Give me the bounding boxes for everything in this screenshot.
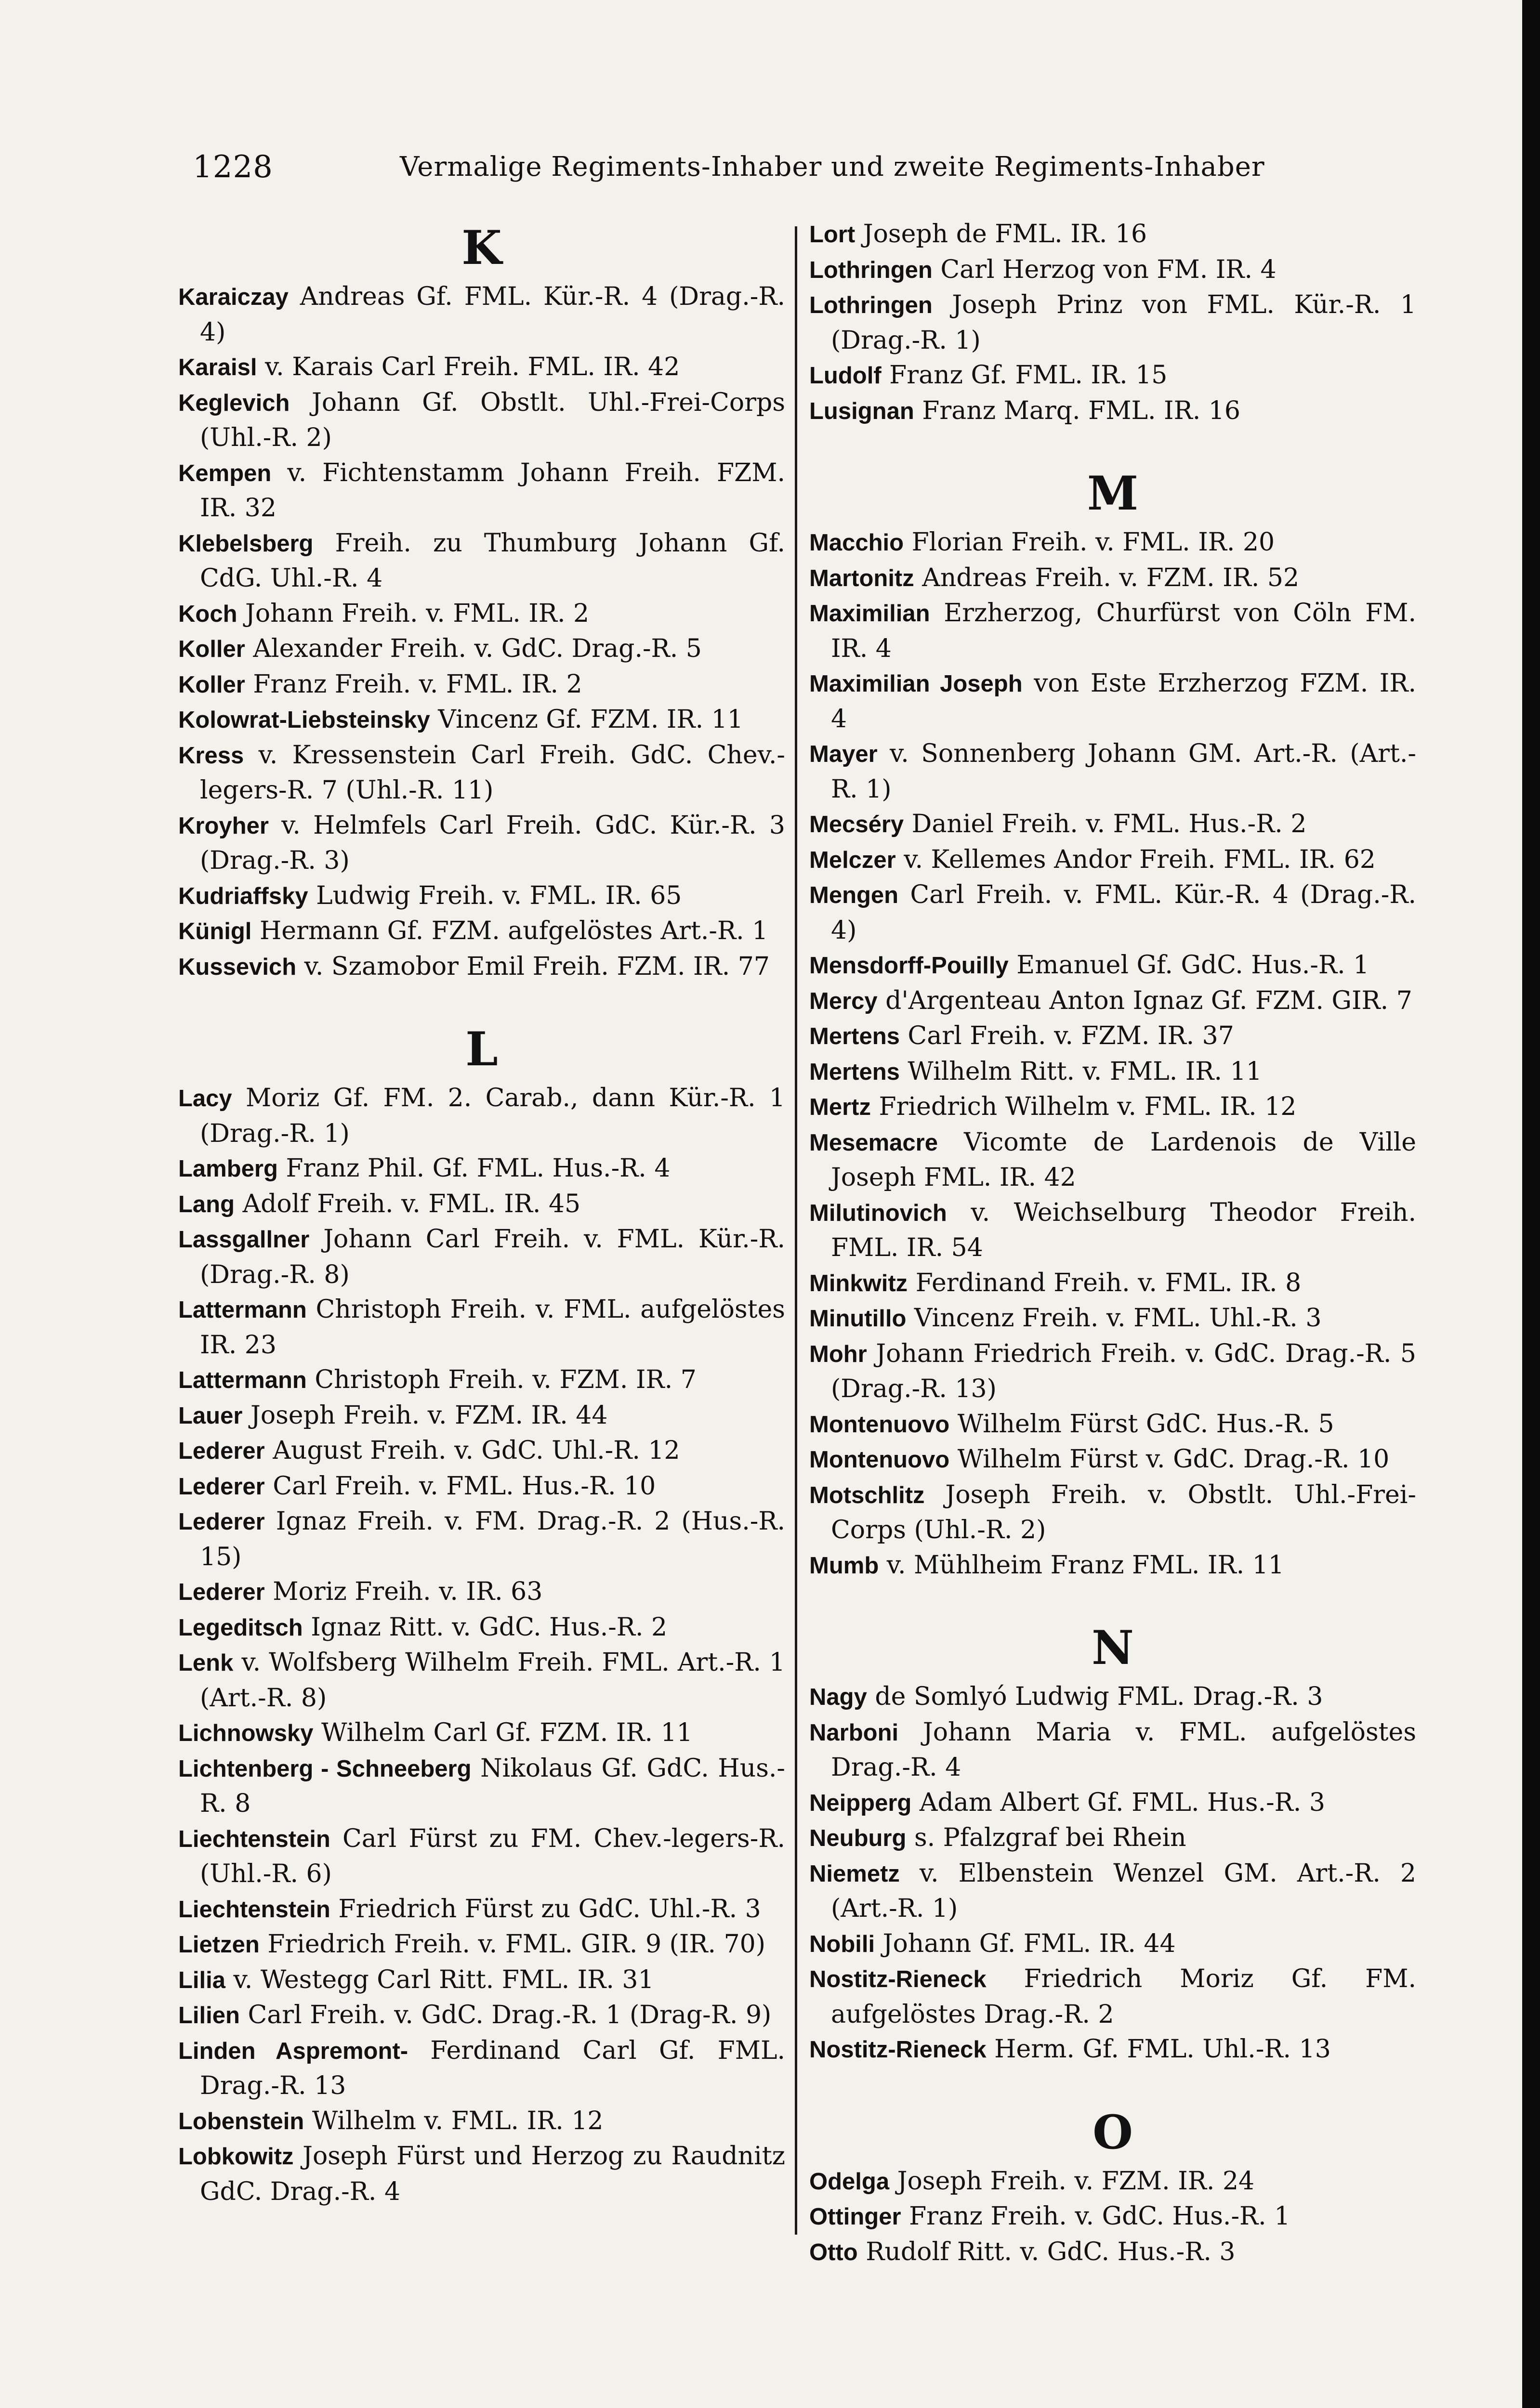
index-entry [178, 808, 785, 878]
index-entry [809, 596, 1416, 666]
entry-details: Adolf Freih. v. FML. IR. 45 [235, 1189, 581, 1218]
entry-details: v. Kressenstein Carl Freih. GdC. Chev.-legers-R. 7 (Uhl.-R. 11) [200, 740, 785, 805]
entry-details: Joseph Freih. v. FZM. IR. 24 [889, 2166, 1255, 2196]
running-title: Vermalige Regiments-Inhaber und zweite Regiments-Inhaber [400, 151, 1265, 183]
entry-surname: Karaisl [178, 354, 257, 380]
entry-details: August Freih. v. GdC. Uhl.-R. 12 [264, 1436, 680, 1465]
entry-details: Hermann Gf. FZM. aufgelöstes Art.-R. 1 [251, 916, 768, 945]
index-entry [178, 1398, 785, 1434]
index-entry [178, 914, 785, 949]
index-entry [178, 1222, 785, 1292]
entry-surname: Mengen [809, 882, 899, 908]
index-entry [809, 842, 1416, 878]
entry-details: v. Karais Carl Freih. FML. IR. 42 [257, 353, 680, 381]
entry-details: Ignaz Freih. v. FM. Drag.-R. 2 (Hus.-R. 15) [200, 1507, 785, 1571]
entry-details: v. Szamobor Emil Freih. FZM. IR. 77 [296, 952, 770, 981]
entry-details: Joseph de FML. IR. 16 [855, 220, 1147, 249]
index-entry [809, 1856, 1416, 1926]
entry-surname: Ludolf [809, 363, 882, 389]
index-entry [178, 738, 785, 808]
entry-details: d'Argenteau Anton Ignaz Gf. FZM. GIR. 7 [877, 986, 1412, 1015]
entry-surname: Liechtenstein [178, 1826, 330, 1852]
entry-surname: Mensdorff-Pouilly [809, 953, 1009, 979]
entry-surname: Minkwitz [809, 1270, 908, 1296]
entry-surname: Niemetz [809, 1860, 900, 1887]
index-entry [809, 948, 1416, 983]
entry-details: v. Weichselburg Theodor Freih. FML. IR. 54 [831, 1198, 1416, 1262]
entry-details: Johann Maria v. FML. aufgelöstes Drag.-R. 4 [831, 1717, 1416, 1782]
entry-surname: Macchio [809, 530, 904, 556]
index-entry [809, 1442, 1416, 1478]
left-column [178, 217, 785, 2209]
index-entry [178, 1927, 785, 1963]
page-number: 1228 [193, 149, 273, 185]
entry-details: v. Fichtenstamm Johann Freih. FZM. IR. 32 [200, 458, 785, 523]
index-entry [809, 358, 1416, 393]
entry-surname: Milutinovich [809, 1200, 947, 1226]
entry-surname: Kolowrat-Liebsteinsky [178, 707, 430, 733]
index-entry [178, 350, 785, 385]
index-entry [178, 1751, 785, 1821]
entry-surname: Mecséry [809, 811, 904, 838]
entry-surname: Lattermann [178, 1297, 307, 1323]
entry-details: Moriz Freih. v. IR. 63 [264, 1577, 543, 1606]
index-entry [809, 2164, 1416, 2199]
index-entry [809, 1407, 1416, 1442]
entry-details: v. Wolfsberg Wilhelm Freih. FML. Art.-R. 1 (Art.-R. 8) [200, 1648, 785, 1713]
entry-surname: Koller [178, 636, 245, 662]
entry-details: Christoph Freih. v. FML. aufgelöstes IR. 23 [200, 1295, 785, 1360]
entry-details: Erzherzog, Churfürst von Cöln FM. IR. 4 [831, 599, 1416, 663]
entry-surname: Koch [178, 601, 237, 627]
entry-details: Florian Freih. v. FML. IR. 20 [904, 528, 1275, 557]
entry-surname: Nostitz-Rieneck [809, 1966, 987, 1992]
entry-details: Andreas Freih. v. FZM. IR. 52 [914, 563, 1300, 592]
entry-surname: Keglevich [178, 390, 290, 416]
index-entry [178, 1151, 785, 1187]
index-entry [178, 1715, 785, 1751]
entry-surname: Nagy [809, 1684, 867, 1710]
index-entry [809, 1548, 1416, 1584]
entry-details: Franz Freih. v. GdC. Hus.-R. 1 [901, 2202, 1290, 2231]
entry-details: Joseph Fürst und Herzog zu Raudnitz GdC. Drag.-R. 4 [200, 2142, 785, 2206]
index-entry [178, 1574, 785, 1610]
entry-surname: Lauer [178, 1402, 243, 1429]
entry-details: v. Mühlheim Franz FML. IR. 11 [879, 1550, 1284, 1580]
index-entry [178, 1504, 785, 1574]
index-entry [809, 1054, 1416, 1090]
entry-surname: Nostitz-Rieneck [809, 2037, 987, 2063]
entry-surname: Mertz [809, 1094, 871, 1120]
right-column [809, 217, 1416, 2270]
entry-details: Ludwig Freih. v. FML. IR. 65 [308, 881, 682, 910]
entry-details: Joseph Freih. v. Obstlt. Uhl.-Frei-Corps (Uhl.-R. 2) [831, 1480, 1416, 1544]
entry-surname: Mertens [809, 1023, 900, 1049]
column-divider [795, 226, 797, 2235]
index-entry [809, 1820, 1416, 1856]
index-entry [809, 525, 1416, 561]
index-entry [178, 1187, 785, 1222]
entry-surname: Narboni [809, 1719, 899, 1746]
index-entry [809, 393, 1416, 429]
entry-surname: Lobenstein [178, 2108, 304, 2134]
index-entry [809, 1019, 1416, 1054]
entry-surname: Melczer [809, 847, 896, 873]
index-entry [178, 1645, 785, 1715]
entry-surname: Künigl [178, 918, 252, 944]
entry-surname: Lilia [178, 1967, 226, 1993]
index-entry [809, 1715, 1416, 1785]
entry-surname: Maximilian [809, 601, 930, 627]
entry-surname: Lothringen [809, 257, 933, 283]
section-letter-n: N [1092, 1621, 1134, 1675]
entry-details: s. Pfalzgraf bei Rhein [906, 1823, 1186, 1852]
entry-surname: Kussevich [178, 954, 297, 980]
index-entry [809, 1301, 1416, 1336]
entry-surname: Lacy [178, 1086, 232, 1112]
index-entry [178, 631, 785, 667]
entry-details: Vicomte de Lardenois de Ville Joseph FML. IR. 42 [831, 1127, 1416, 1192]
entry-surname: Lederer [178, 1579, 265, 1605]
section-letter-m: M [1087, 466, 1139, 521]
index-entry [178, 2139, 785, 2209]
entry-details: Wilhelm v. FML. IR. 12 [304, 2106, 604, 2135]
index-entry [809, 217, 1416, 252]
entry-surname: Lichnowsky [178, 1720, 314, 1746]
index-entry [178, 702, 785, 738]
index-entry [178, 2104, 785, 2139]
entry-surname: Lederer [178, 1509, 265, 1535]
entry-details: Herm. Gf. FML. Uhl.-R. 13 [986, 2035, 1331, 2064]
entry-surname: Lattermann [178, 1367, 307, 1393]
entry-details: Joseph Prinz von FML. Kür.-R. 1 (Drag.-R. 1) [831, 290, 1416, 355]
entry-details: Franz Marq. FML. IR. 16 [914, 396, 1240, 425]
entry-surname: Kress [178, 742, 244, 769]
entry-details: Franz Phil. Gf. FML. Hus.-R. 4 [277, 1154, 671, 1183]
entry-surname: Mesemacre [809, 1129, 938, 1156]
index-entry [178, 878, 785, 914]
index-entry [178, 1821, 785, 1892]
index-entry [178, 2033, 785, 2104]
entry-surname: Liechtenstein [178, 1896, 330, 1923]
entry-details: Johann Gf. FML. IR. 44 [875, 1929, 1176, 1958]
entry-surname: Koller [178, 671, 245, 698]
entry-surname: Mumb [809, 1552, 879, 1579]
index-entry [809, 736, 1416, 807]
index-entry [178, 1433, 785, 1469]
entry-details: Wilhelm Ritt. v. FML. IR. 11 [899, 1057, 1262, 1086]
entry-details: Freih. zu Thumburg Johann Gf. CdG. Uhl.-R. 4 [200, 528, 785, 593]
entry-surname: Otto [809, 2239, 858, 2265]
entry-surname: Linden Aspremont- [178, 2038, 408, 2064]
entry-surname: Mertens [809, 1059, 900, 1085]
index-entry [809, 877, 1416, 948]
entry-details: Ferdinand Carl Gf. FML. Drag.-R. 13 [200, 2036, 785, 2100]
entry-surname: Ottinger [809, 2204, 901, 2230]
entry-details: Joseph Freih. v. FZM. IR. 44 [242, 1400, 608, 1430]
index-entry [178, 667, 785, 703]
entry-details: Carl Freih. v. FML. Kür.-R. 4 (Drag.-R. 4) [831, 880, 1416, 945]
entry-surname: Montenuovo [809, 1447, 950, 1473]
index-entry [178, 456, 785, 526]
entry-details: Johann Gf. Obstlt. Uhl.-Frei-Corps (Uhl.-R. 2) [200, 388, 785, 452]
entry-details: Carl Freih. v. FML. Hus.-R. 10 [264, 1471, 656, 1501]
entry-details: Andreas Gf. FML. Kür.-R. 4 (Drag.-R. 4) [200, 282, 785, 347]
index-entry [809, 1336, 1416, 1407]
index-entry [809, 1125, 1416, 1195]
entry-surname: Mohr [809, 1341, 867, 1367]
index-entry [178, 1362, 785, 1398]
entry-surname: Kroyher [178, 812, 269, 839]
entry-surname: Kudriaffsky [178, 883, 308, 909]
entry-surname: Klebelsberg [178, 530, 314, 557]
entry-surname: Lenk [178, 1650, 234, 1676]
entry-surname: Odelga [809, 2168, 890, 2195]
entry-details: Friedrich Wilhelm v. FML. IR. 12 [870, 1092, 1297, 1121]
index-entry [809, 1679, 1416, 1715]
entry-surname: Lamberg [178, 1156, 278, 1182]
entry-details: Friedrich Moriz Gf. FM. aufgelöstes Drag.-R. 2 [831, 1964, 1416, 2029]
index-entry [178, 1469, 785, 1505]
index-entry [809, 983, 1416, 1019]
entry-surname: Karaiczay [178, 284, 289, 310]
index-entry [809, 2199, 1416, 2235]
entry-details: Moriz Gf. FM. 2. Carab., dann Kür.-R. 1 (Drag.-R. 1) [200, 1084, 785, 1148]
index-entry [809, 252, 1416, 288]
index-entry [809, 666, 1416, 736]
index-entry [178, 279, 785, 350]
entry-surname: Lort [809, 222, 856, 248]
entry-details: Alexander Freih. v. GdC. Drag.-R. 5 [245, 634, 702, 663]
entry-surname: Motschlitz [809, 1482, 925, 1508]
entry-surname: Lobkowitz [178, 2144, 294, 2170]
entry-details: Emanuel Gf. GdC. Hus.-R. 1 [1008, 951, 1369, 980]
entry-details: v. Elbenstein Wenzel GM. Art.-R. 2 (Art.-R. 1) [831, 1858, 1416, 1923]
section-letter-k: K [461, 221, 502, 275]
entry-details: Ignaz Ritt. v. GdC. Hus.-R. 2 [303, 1612, 668, 1642]
entry-details: Ferdinand Freih. v. FML. IR. 8 [908, 1268, 1302, 1297]
entry-details: Wilhelm Fürst v. GdC. Drag.-R. 10 [949, 1445, 1390, 1474]
entry-surname: Lederer [178, 1473, 265, 1500]
entry-surname: Martonitz [809, 565, 914, 591]
entry-details: Vincenz Freih. v. FML. Uhl.-R. 3 [906, 1304, 1322, 1333]
entry-details: Franz Freih. v. FML. IR. 2 [245, 669, 582, 699]
section-letter-o: O [1092, 2105, 1133, 2159]
entry-surname: Nobili [809, 1931, 875, 1957]
entry-details: de Somlyó Ludwig FML. Drag.-R. 3 [867, 1682, 1323, 1711]
index-entry [178, 596, 785, 632]
index-entry [178, 1081, 785, 1151]
index-entry [178, 949, 785, 985]
page-header [193, 149, 1265, 197]
entry-surname: Lang [178, 1191, 235, 1217]
entry-details: Carl Freih. v. GdC. Drag.-R. 1 (Drag-R. 9) [239, 2001, 772, 2029]
index-entry [178, 1892, 785, 1927]
entry-details: Johann Carl Freih. v. FML. Kür.-R. (Drag.-R. 8) [200, 1225, 785, 1289]
index-entry [809, 1195, 1416, 1266]
entry-details: v. Kellemes Andor Freih. FML. IR. 62 [895, 845, 1376, 874]
entry-details: Adam Albert Gf. FML. Hus.-R. 3 [911, 1788, 1325, 1817]
index-entry [809, 1089, 1416, 1125]
entry-details: Carl Herzog von FM. IR. 4 [932, 255, 1277, 284]
entry-details: Friedrich Freih. v. FML. GIR. 9 (IR. 70) [259, 1930, 766, 1959]
entry-surname: Lassgallner [178, 1227, 310, 1253]
entry-surname: Neuburg [809, 1825, 907, 1851]
entry-surname: Montenuovo [809, 1411, 950, 1438]
index-entry [809, 288, 1416, 358]
entry-details: Franz Gf. FML. IR. 15 [881, 361, 1168, 390]
entry-surname: Lederer [178, 1438, 265, 1464]
index-entry [809, 1785, 1416, 1821]
index-entry [809, 561, 1416, 596]
entry-details: Christoph Freih. v. FZM. IR. 7 [306, 1365, 697, 1394]
section-letter-l: L [465, 1022, 498, 1076]
entry-details: Friedrich Fürst zu GdC. Uhl.-R. 3 [330, 1894, 761, 1924]
index-entry [178, 1292, 785, 1362]
index-entry [809, 1266, 1416, 1301]
entry-surname: Lothringen [809, 292, 933, 318]
index-entry [809, 2032, 1416, 2068]
entry-details: Vincenz Gf. FZM. IR. 11 [430, 705, 743, 734]
entry-surname: Mayer [809, 741, 878, 767]
entry-details: Daniel Freih. v. FML. Hus.-R. 2 [904, 810, 1307, 838]
index-entry [809, 2235, 1416, 2270]
entry-details: Wilhelm Carl Gf. FZM. IR. 11 [313, 1718, 693, 1747]
entry-surname: Lilien [178, 2002, 240, 2028]
index-entry [809, 807, 1416, 842]
index-entry [178, 1963, 785, 1998]
index-entry [178, 526, 785, 596]
index-entry [178, 1998, 785, 2033]
entry-surname: Lietzen [178, 1932, 260, 1958]
entry-surname: Mercy [809, 988, 878, 1014]
index-entry [809, 1478, 1416, 1548]
entry-details: Nikolaus Gf. GdC. Hus.-R. 8 [200, 1754, 786, 1818]
entry-surname: Maximilian Joseph [809, 671, 1023, 697]
entry-details: Carl Freih. v. FZM. IR. 37 [899, 1021, 1234, 1050]
index-entry [809, 1962, 1416, 2032]
entry-details: Carl Fürst zu FM. Chev.-legers-R. (Uhl.-R. 6) [200, 1824, 785, 1888]
entry-surname: Lichtenberg - Schneeberg [178, 1755, 472, 1782]
index-entry [178, 385, 785, 456]
entry-surname: Kempen [178, 460, 272, 486]
entry-details: v. Westegg Carl Ritt. FML. IR. 31 [225, 1965, 654, 1994]
entry-details: v. Helmfels Carl Freih. GdC. Kür.-R. 3 (Drag.-R. 3) [200, 811, 785, 875]
entry-details: Johann Friedrich Freih. v. GdC. Drag.-R. 5 (Drag.-R. 13) [831, 1339, 1416, 1403]
entry-details: von Este Erzherzog FZM. IR. 4 [831, 669, 1416, 733]
index-entry [809, 1926, 1416, 1962]
entry-details: Johann Freih. v. FML. IR. 2 [237, 599, 590, 628]
entry-details: Wilhelm Fürst GdC. Hus.-R. 5 [949, 1409, 1334, 1439]
entry-details: Rudolf Ritt. v. GdC. Hus.-R. 3 [857, 2237, 1236, 2266]
entry-surname: Lusignan [809, 398, 914, 424]
entry-surname: Minutillo [809, 1306, 907, 1332]
entry-details: v. Sonnenberg Johann GM. Art.-R. (Art.-R. 1) [831, 739, 1416, 804]
entry-surname: Neipperg [809, 1790, 912, 1816]
index-entry [178, 1610, 785, 1646]
entry-surname: Legeditsch [178, 1614, 303, 1641]
